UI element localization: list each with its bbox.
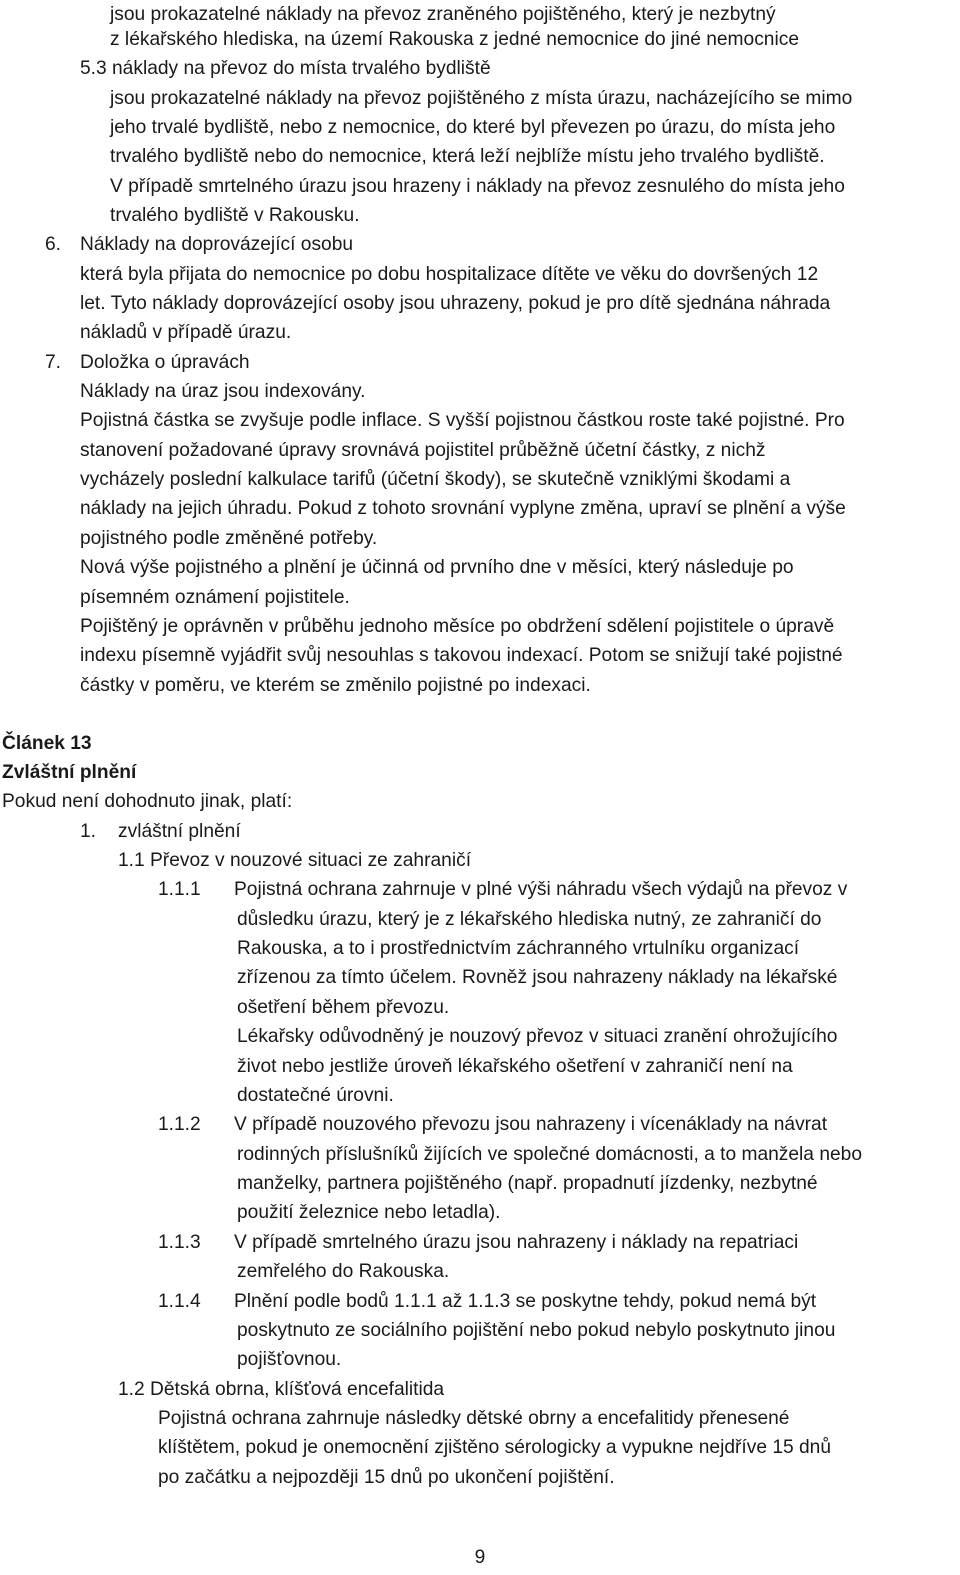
article-intro: Pokud není dohodnuto jinak, platí:	[2, 791, 293, 812]
paragraph-line: Pojistná ochrana zahrnuje v plné výši náhradu všech výdajů na převoz v	[234, 879, 848, 900]
paragraph-line: život nebo jestliže úroveň lékařského ošetření v zahraničí není na	[237, 1056, 793, 1077]
paragraph-line: důsledku úrazu, který je z lékařského hlediska nutný, ze zahraničí do	[237, 909, 822, 930]
subsection-number: 1.1.4	[158, 1291, 201, 1312]
paragraph-line: V případě smrtelného úrazu jsou hrazeny i náklady na převoz zesnulého do místa jeho	[110, 176, 845, 197]
paragraph-line: Pojištěný je oprávněn v průběhu jednoho měsíce po obdržení sdělení pojistitele o úpravě	[80, 616, 835, 637]
subsection-number: 1.1.1	[158, 879, 201, 900]
paragraph-line: ošetření během převozu.	[237, 997, 450, 1018]
article-subheading: Zvláštní plnění	[2, 762, 137, 783]
paragraph-line: použití železnice nebo letadla).	[237, 1202, 501, 1223]
section-title: 5.3 náklady na převoz do místa trvalého bydliště	[80, 58, 491, 79]
paragraph-line: let. Tyto náklady doprovázející osoby jsou uhrazeny, pokud je pro dítě sjednána náhrada	[80, 293, 831, 314]
paragraph-line: stanovení požadované úpravy srovnává pojistitel průběžně účetní částky, z nichž	[80, 440, 766, 461]
item-title: zvláštní plnění	[118, 821, 241, 842]
paragraph-line: jsou prokazatelné náklady na převoz pojištěného z místa úrazu, nacházejícího se mimo	[110, 88, 853, 109]
paragraph-line: trvalého bydliště v Rakousku.	[110, 205, 360, 226]
paragraph-line: manželky, partnera pojištěného (např. propadnutí jízdenky, nezbytné	[237, 1173, 818, 1194]
paragraph-line: Nová výše pojistného a plnění je účinná od prvního dne v měsíci, který následuje po	[80, 557, 794, 578]
subsection-number: 1.1.2	[158, 1114, 201, 1135]
paragraph-line: poskytnuto ze sociálního pojištění nebo pokud nebylo poskytnuto jinou	[237, 1320, 836, 1341]
subsection-title: 1.1 Převoz v nouzové situaci ze zahraničí	[118, 850, 472, 871]
paragraph-line: jeho trvalé bydliště, nebo z nemocnice, do které byl převezen po úrazu, do místa jeho	[110, 117, 836, 138]
subsection-number: 1.1.3	[158, 1232, 201, 1253]
paragraph-line: zřízenou za tímto účelem. Rovněž jsou nahrazeny náklady na lékařské	[237, 967, 838, 988]
paragraph-line: z lékařského hlediska, na území Rakouska z jedné nemocnice do jiné nemocnice	[110, 29, 799, 50]
paragraph-line: Rakouska, a to i prostřednictvím záchranného vrtulníku organizací	[237, 938, 800, 959]
item-title: Náklady na doprovázející osobu	[80, 234, 354, 255]
paragraph-line: Pojistná částka se zvyšuje podle inflace. S vyšší pojistnou částkou roste také pojistné. Pro	[80, 410, 845, 431]
article-heading: Článek 13	[2, 733, 92, 754]
paragraph-line: V případě smrtelného úrazu jsou nahrazeny i náklady na repatriaci	[234, 1232, 799, 1253]
subsection-title: 1.2 Dětská obrna, klíšťová encefalitida	[118, 1379, 445, 1400]
paragraph-line: která byla přijata do nemocnice po dobu hospitalizace dítěte ve věku do dovršených 12	[80, 264, 819, 285]
list-number: 7.	[45, 352, 62, 373]
paragraph-line: pojistného podle změněné potřeby.	[80, 528, 378, 549]
paragraph-line: Lékařsky odůvodněný je nouzový převoz v situaci zranění ohrožujícího	[237, 1026, 838, 1047]
paragraph-line: Náklady na úraz jsou indexovány.	[80, 381, 366, 402]
paragraph-line: částky v poměru, ve kterém se změnilo pojistné po indexaci.	[80, 675, 591, 696]
paragraph-line: písemném oznámení pojistitele.	[80, 587, 350, 608]
list-number: 6.	[45, 234, 62, 255]
paragraph-line: pojišťovnou.	[237, 1349, 342, 1370]
paragraph-line: Pojistná ochrana zahrnuje následky dětské obrny a encefalitidy přenesené	[158, 1408, 790, 1429]
paragraph-line: trvalého bydliště nebo do nemocnice, která leží nejblíže místu jeho trvalého bydliště.	[110, 146, 825, 167]
paragraph-line: nákladů v případě úrazu.	[80, 322, 292, 343]
paragraph-line: po začátku a nejpozději 15 dnů po ukončení pojištění.	[158, 1467, 615, 1488]
page-number: 9	[474, 1547, 486, 1568]
paragraph-line: indexu písemně vyjádřit svůj nesouhlas s takovou indexací. Potom se snižují také pojistné	[80, 645, 843, 666]
paragraph-line: V případě nouzového převozu jsou nahrazeny i vícenáklady na návrat	[234, 1114, 828, 1135]
paragraph-line: Plnění podle bodů 1.1.1 až 1.1.3 se poskytne tehdy, pokud nemá být	[234, 1291, 817, 1312]
paragraph-line: zemřelého do Rakouska.	[237, 1261, 450, 1282]
paragraph-line: rodinných příslušníků žijících ve společné domácnosti, a to manžela nebo	[237, 1144, 862, 1165]
list-number: 1.	[80, 821, 97, 842]
paragraph-line: klíštětem, pokud je onemocnění zjištěno sérologicky a vypukne nejdříve 15 dnů	[158, 1437, 832, 1458]
paragraph-line: dostatečné úrovni.	[237, 1085, 394, 1106]
paragraph-line: náklady na jejich úhradu. Pokud z tohoto srovnání vyplyne změna, upraví se plnění a výše	[80, 498, 846, 519]
paragraph-line: jsou prokazatelné náklady na převoz zraněného pojištěného, který je nezbytný	[110, 4, 776, 25]
paragraph-line: vycházely poslední kalkulace tarifů (účetní škody), se skutečně vzniklými škodami a	[80, 469, 791, 490]
item-title: Doložka o úpravách	[80, 352, 250, 373]
